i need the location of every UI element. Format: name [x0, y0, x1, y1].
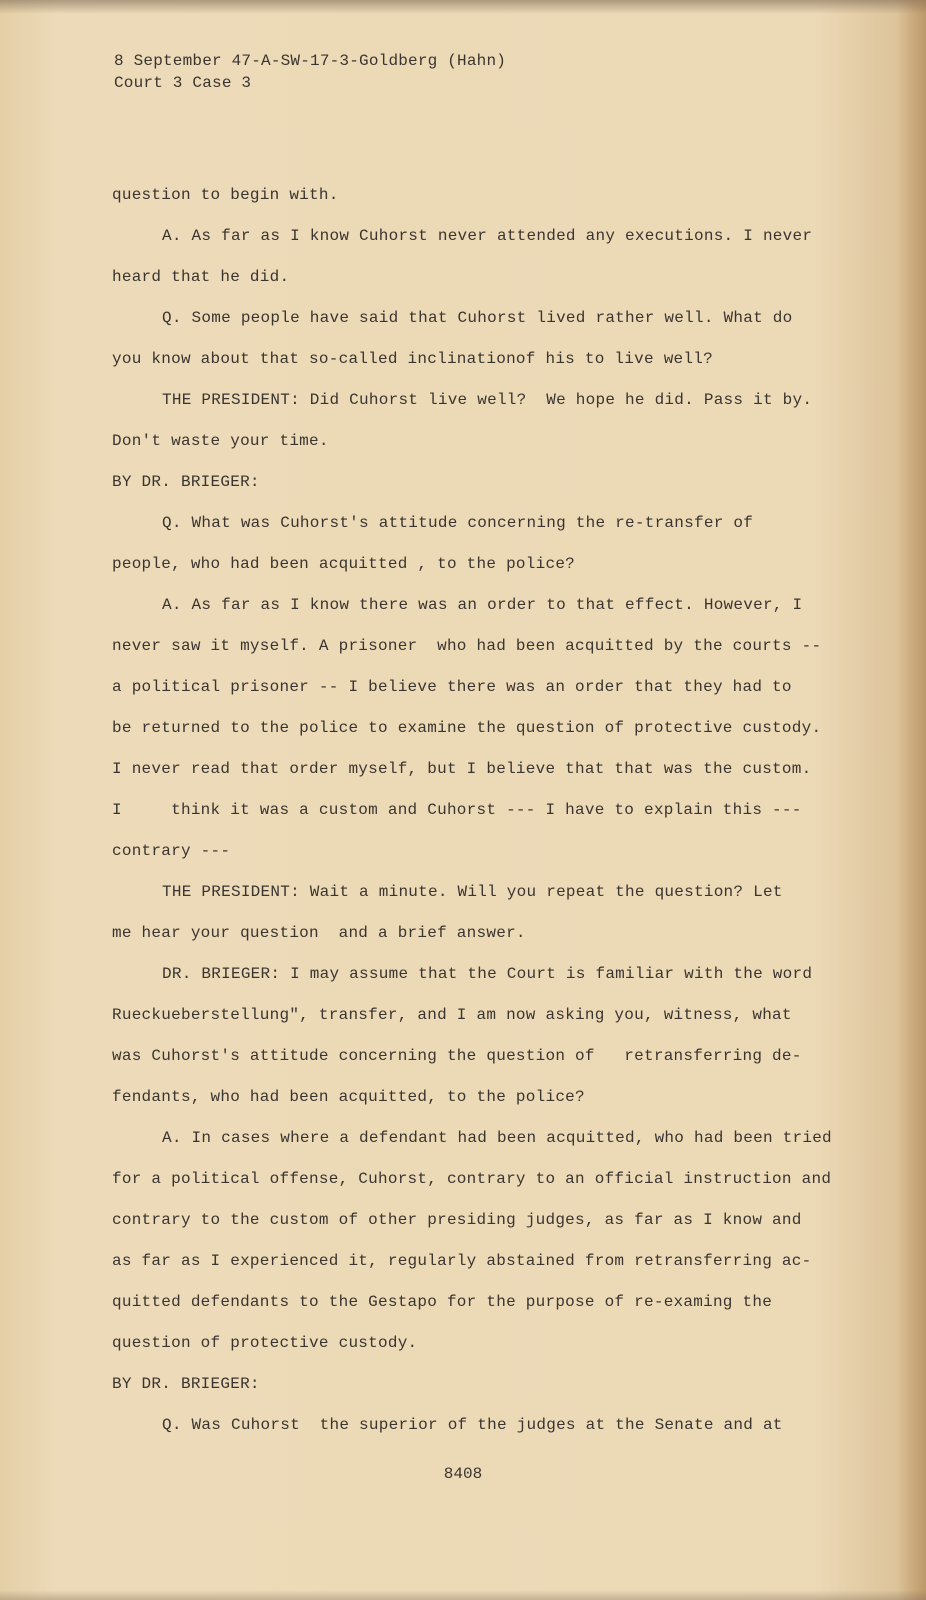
- transcript-line: question to begin with.: [112, 186, 339, 204]
- transcript-line: people, who had been acquitted , to the police?: [112, 555, 576, 573]
- document-header: [114, 50, 506, 94]
- transcript-line: THE PRESIDENT: Did Cuhorst live well? We hope he did. Pass it by.: [162, 391, 813, 409]
- transcript-line: Q. Was Cuhorst the superior of the judges at the Senate and at: [162, 1416, 783, 1434]
- transcript-line: A. As far as I know there was an order to that effect. However, I: [162, 596, 803, 614]
- transcript-line: you know about that so-called inclinationof his to live well?: [112, 350, 713, 368]
- transcript-line: BY DR. BRIEGER:: [112, 473, 260, 491]
- transcript-line: question of protective custody.: [112, 1334, 418, 1352]
- transcript-line: Rueckueberstellung", transfer, and I am now asking you, witness, what: [112, 1006, 792, 1024]
- transcript-line: a political prisoner -- I believe there was an order that they had to: [112, 678, 792, 696]
- transcript-line: I never read that order myself, but I believe that that was the custom.: [112, 760, 812, 778]
- transcript-body: [112, 175, 872, 1446]
- transcript-line: contrary ---: [112, 842, 231, 860]
- header-line-court-case: Court 3 Case 3: [114, 74, 252, 92]
- transcript-line: never saw it myself. A prisoner who had been acquitted by the courts --: [112, 637, 822, 655]
- scan-edge-right: [896, 0, 926, 1600]
- scan-edge-bottom: [0, 1590, 926, 1600]
- transcript-line: Q. Some people have said that Cuhorst lived rather well. What do: [162, 309, 793, 327]
- transcript-line: I think it was a custom and Cuhorst --- I have to explain this ---: [112, 801, 802, 819]
- transcript-line: quitted defendants to the Gestapo for the purpose of re-examing the: [112, 1293, 773, 1311]
- transcript-line: for a political offense, Cuhorst, contrary to an official instruction and: [112, 1170, 832, 1188]
- transcript-line: Q. What was Cuhorst's attitude concerning the re-transfer of: [162, 514, 754, 532]
- header-line-date-id: 8 September 47-A-SW-17-3-Goldberg (Hahn): [114, 52, 507, 70]
- transcript-line: be returned to the police to examine the question of protective custody.: [112, 719, 822, 737]
- transcript-line: BY DR. BRIEGER:: [112, 1375, 260, 1393]
- transcript-line: A. As far as I know Cuhorst never attended any executions. I never: [162, 227, 813, 245]
- transcript-line: was Cuhorst's attitude concerning the question of retransferring de-: [112, 1047, 802, 1065]
- transcript-line: as far as I experienced it, regularly abstained from retransferring ac-: [112, 1252, 812, 1270]
- transcript-line: me hear your question and a brief answer.: [112, 924, 526, 942]
- scan-edge-top: [0, 0, 926, 14]
- page-number: 8408: [443, 1465, 483, 1483]
- transcript-line: fendants, who had been acquitted, to the police?: [112, 1088, 585, 1106]
- transcript-line: Don't waste your time.: [112, 432, 329, 450]
- transcript-line: DR. BRIEGER: I may assume that the Court is familiar with the word: [162, 965, 813, 983]
- transcript-line: heard that he did.: [112, 268, 290, 286]
- transcript-line: THE PRESIDENT: Wait a minute. Will you repeat the question? Let: [162, 883, 783, 901]
- transcript-line: A. In cases where a defendant had been acquitted, who had been tried: [162, 1129, 832, 1147]
- transcript-line: contrary to the custom of other presiding judges, as far as I know and: [112, 1211, 802, 1229]
